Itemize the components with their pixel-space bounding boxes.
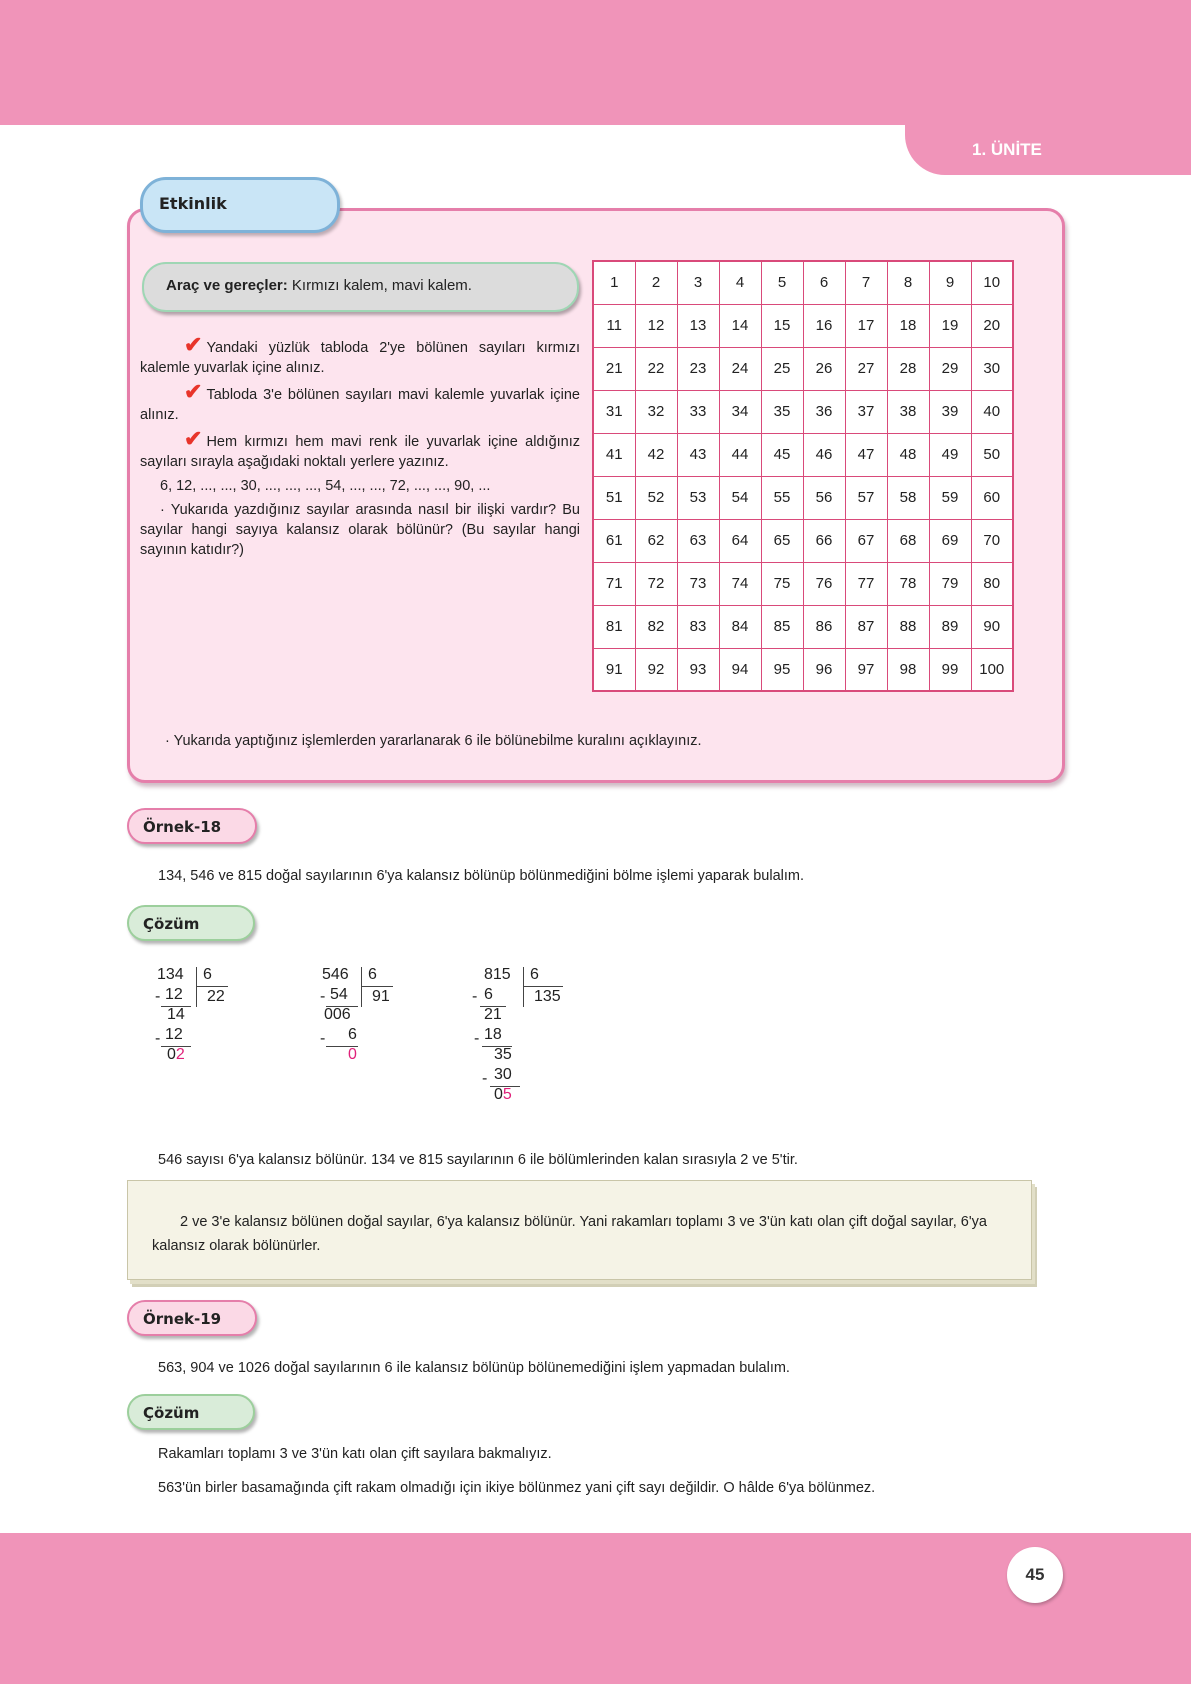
table-row	[593, 433, 1013, 476]
sequence-line: 6, 12, ..., ..., 30, ..., ..., ..., 54, ..., ..., 72, ..., ..., 90, ...	[160, 478, 491, 494]
table-cell: 36	[803, 390, 845, 433]
tools-pill	[142, 262, 579, 312]
example-19-problem: 563, 904 ve 1026 doğal sayılarının 6 ile kalansız bölünüp bölünemediğini işlem yapmadan bulalım.	[158, 1360, 790, 1376]
final-remainder: 0	[348, 1046, 357, 1063]
table-cell: 7	[845, 261, 887, 304]
table-cell: 96	[803, 648, 845, 691]
table-cell: 22	[635, 347, 677, 390]
table-cell: 77	[845, 562, 887, 605]
remainder-1: 006	[324, 1006, 351, 1023]
table-cell: 55	[761, 476, 803, 519]
table-cell: 52	[635, 476, 677, 519]
table-cell: 10	[971, 261, 1013, 304]
quotient: 22	[207, 988, 225, 1005]
table-cell: 21	[593, 347, 635, 390]
table-cell: 76	[803, 562, 845, 605]
table-cell: 67	[845, 519, 887, 562]
table-cell: 18	[887, 304, 929, 347]
table-row	[593, 390, 1013, 433]
subtrahend-1: 12	[165, 986, 183, 1003]
table-cell: 92	[635, 648, 677, 691]
table-cell: 85	[761, 605, 803, 648]
table-cell: 35	[761, 390, 803, 433]
rule-note-text: 2 ve 3'e kalansız bölünen doğal sayılar, 6'ya kalansız bölünür. Yani rakamları toplamı 3 ve 3'ün katı olan çift doğal sayılar, 6'ya kalansız olarak bölünürler.	[152, 1214, 987, 1254]
table-cell: 28	[887, 347, 929, 390]
table-cell: 3	[677, 261, 719, 304]
table-cell: 64	[719, 519, 761, 562]
table-cell: 25	[761, 347, 803, 390]
closing-instruction: · Yukarıda yaptığınız işlemlerden yararlanarak 6 ile bölünebilme kuralını açıklayınız.	[165, 733, 702, 749]
table-row	[593, 476, 1013, 519]
division-546: 546 6 91 - 54 006 6 - 0	[320, 966, 410, 1076]
table-cell: 68	[887, 519, 929, 562]
header-band	[0, 0, 1191, 125]
remainder-2: 35	[494, 1046, 512, 1063]
table-cell: 66	[803, 519, 845, 562]
table-cell: 81	[593, 605, 635, 648]
unit-tab	[905, 125, 1191, 175]
checkmark-icon: ✔	[184, 332, 203, 357]
table-cell: 44	[719, 433, 761, 476]
table-cell: 6	[803, 261, 845, 304]
subtrahend-1: 6	[484, 986, 493, 1003]
unit-label: 1. ÜNİTE	[972, 140, 1042, 159]
tools-value: Kırmızı kalem, mavi kalem.	[287, 277, 472, 294]
activity-instructions	[140, 332, 580, 564]
table-cell: 79	[929, 562, 971, 605]
table-cell: 83	[677, 605, 719, 648]
table-cell: 89	[929, 605, 971, 648]
table-cell: 14	[719, 304, 761, 347]
table-row	[593, 519, 1013, 562]
table-cell: 24	[719, 347, 761, 390]
final-remainder: 05	[494, 1086, 512, 1103]
table-cell: 12	[635, 304, 677, 347]
table-cell: 15	[761, 304, 803, 347]
table-cell: 94	[719, 648, 761, 691]
table-cell: 58	[887, 476, 929, 519]
table-cell: 97	[845, 648, 887, 691]
subtrahend-2: 18	[484, 1026, 502, 1043]
quotient: 135	[534, 988, 561, 1005]
table-cell: 11	[593, 304, 635, 347]
table-cell: 61	[593, 519, 635, 562]
table-cell: 84	[719, 605, 761, 648]
table-cell: 30	[971, 347, 1013, 390]
subtrahend-2: 6	[348, 1026, 357, 1043]
instruction-3: Hem kırmızı hem mavi renk ile yuvarlak içine aldığınız sayıları sırayla aşağıdaki noktalı yerlere yazınız.	[140, 434, 580, 470]
table-row	[593, 562, 1013, 605]
table-cell: 20	[971, 304, 1013, 347]
table-cell: 38	[887, 390, 929, 433]
table-cell: 60	[971, 476, 1013, 519]
table-cell: 27	[845, 347, 887, 390]
example-19-line-2: 563'ün birler basamağında çift rakam olmadığı için ikiye bölünmez yani çift sayı değildir. O hâlde 6'ya bölünmez.	[158, 1480, 876, 1496]
solution-18-label: Çözüm	[127, 905, 255, 941]
hundred-table	[592, 260, 1014, 692]
checkmark-icon: ✔	[184, 426, 203, 451]
table-row	[593, 261, 1013, 304]
table-cell: 34	[719, 390, 761, 433]
table-cell: 65	[761, 519, 803, 562]
page-number: 45	[1007, 1547, 1063, 1603]
table-cell: 82	[635, 605, 677, 648]
remainder-1: 14	[167, 1006, 185, 1023]
table-cell: 19	[929, 304, 971, 347]
example-19-label: Örnek-19	[127, 1300, 257, 1336]
table-cell: 86	[803, 605, 845, 648]
table-cell: 46	[803, 433, 845, 476]
table-cell: 32	[635, 390, 677, 433]
table-cell: 57	[845, 476, 887, 519]
table-cell: 42	[635, 433, 677, 476]
table-cell: 78	[887, 562, 929, 605]
table-cell: 51	[593, 476, 635, 519]
example-18-label: Örnek-18	[127, 808, 257, 844]
quotient: 91	[372, 988, 390, 1005]
table-cell: 40	[971, 390, 1013, 433]
final-remainder: 02	[167, 1046, 185, 1063]
table-cell: 99	[929, 648, 971, 691]
table-cell: 37	[845, 390, 887, 433]
table-cell: 74	[719, 562, 761, 605]
table-cell: 23	[677, 347, 719, 390]
table-cell: 4	[719, 261, 761, 304]
divisor: 6	[203, 966, 212, 983]
dividend: 546	[322, 966, 349, 983]
table-cell: 75	[761, 562, 803, 605]
table-cell: 26	[803, 347, 845, 390]
table-cell: 93	[677, 648, 719, 691]
table-cell: 90	[971, 605, 1013, 648]
table-cell: 43	[677, 433, 719, 476]
solution-19-label: Çözüm	[127, 1394, 255, 1430]
table-cell: 69	[929, 519, 971, 562]
dividend: 134	[157, 966, 184, 983]
subtrahend-2: 12	[165, 1026, 183, 1043]
table-cell: 5	[761, 261, 803, 304]
divisor: 6	[530, 966, 539, 983]
relation-question: · Yukarıda yazdığınız sayılar arasında nasıl bir ilişki vardır? Bu sayılar hangi sayıya kalansız olarak bölünür? (Bu sayılar hangi sayının katıdır?)	[140, 502, 580, 558]
table-cell: 91	[593, 648, 635, 691]
dividend: 815	[484, 966, 511, 983]
table-cell: 56	[803, 476, 845, 519]
table-cell: 72	[635, 562, 677, 605]
table-cell: 50	[971, 433, 1013, 476]
table-cell: 70	[971, 519, 1013, 562]
activity-title: Etkinlik	[140, 177, 340, 233]
example-19-line-1: Rakamları toplamı 3 ve 3'ün katı olan çift sayılara bakmalıyız.	[158, 1446, 552, 1462]
table-cell: 8	[887, 261, 929, 304]
subtrahend-1: 54	[330, 986, 348, 1003]
instruction-2: Tabloda 3'e bölünen sayıları mavi kalemle yuvarlak içine alınız.	[140, 387, 580, 423]
table-row	[593, 605, 1013, 648]
table-cell: 9	[929, 261, 971, 304]
table-row	[593, 648, 1013, 691]
table-row	[593, 304, 1013, 347]
example-18-problem: 134, 546 ve 815 doğal sayılarının 6'ya kalansız bölünüp bölünmediğini bölme işlemi yaparak bulalım.	[158, 868, 804, 884]
table-cell: 49	[929, 433, 971, 476]
divisor: 6	[368, 966, 377, 983]
instruction-1: Yandaki yüzlük tabloda 2'ye bölünen sayıları kırmızı kalemle yuvarlak içine alınız.	[140, 340, 580, 376]
table-cell: 17	[845, 304, 887, 347]
table-cell: 62	[635, 519, 677, 562]
table-cell: 59	[929, 476, 971, 519]
table-cell: 63	[677, 519, 719, 562]
table-cell: 16	[803, 304, 845, 347]
table-cell: 29	[929, 347, 971, 390]
table-cell: 54	[719, 476, 761, 519]
table-cell: 47	[845, 433, 887, 476]
table-cell: 45	[761, 433, 803, 476]
table-cell: 53	[677, 476, 719, 519]
checkmark-icon: ✔	[184, 379, 203, 404]
table-cell: 88	[887, 605, 929, 648]
table-cell: 71	[593, 562, 635, 605]
subtrahend-3: 30	[494, 1066, 512, 1083]
example-18-conclusion: 546 sayısı 6'ya kalansız bölünür. 134 ve 815 sayılarının 6 ile bölümlerinden kalan sırasıyla 2 ve 5'tir.	[158, 1152, 798, 1168]
table-cell: 2	[635, 261, 677, 304]
table-cell: 41	[593, 433, 635, 476]
table-cell: 13	[677, 304, 719, 347]
table-row	[593, 347, 1013, 390]
table-cell: 87	[845, 605, 887, 648]
table-cell: 100	[971, 648, 1013, 691]
table-cell: 98	[887, 648, 929, 691]
table-cell: 48	[887, 433, 929, 476]
division-815: 815 6 135 - 6 21 18 - 35 30 - 05	[470, 966, 580, 1126]
table-cell: 80	[971, 562, 1013, 605]
division-134: 134 6 22 - 12 14 12 - 02	[155, 966, 245, 1076]
table-cell: 31	[593, 390, 635, 433]
table-cell: 33	[677, 390, 719, 433]
table-cell: 73	[677, 562, 719, 605]
table-cell: 1	[593, 261, 635, 304]
table-cell: 95	[761, 648, 803, 691]
remainder-1: 21	[484, 1006, 502, 1023]
footer-band	[0, 1533, 1191, 1684]
tools-label: Araç ve gereçler:	[166, 277, 288, 294]
table-cell: 39	[929, 390, 971, 433]
